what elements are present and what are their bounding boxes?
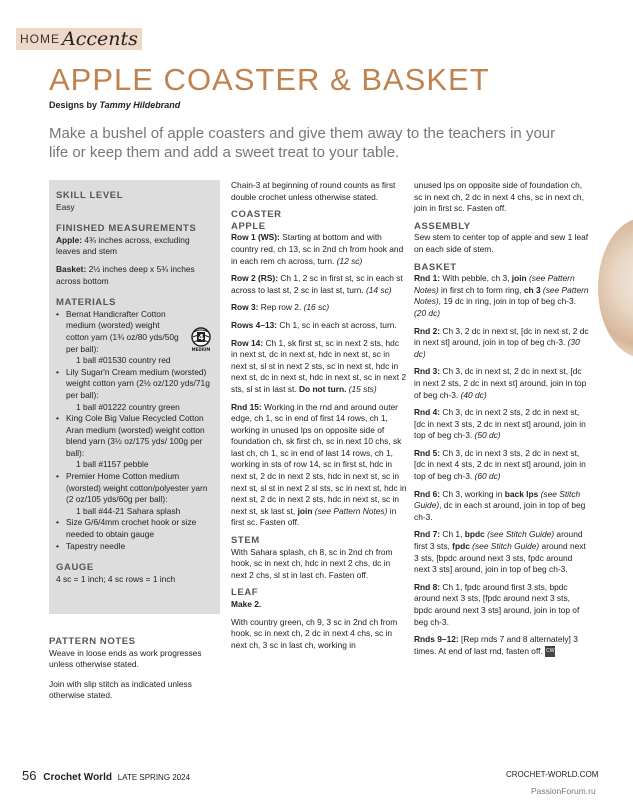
gauge-value: 4 sc = 1 inch; 4 sc rows = 1 inch [56,573,176,584]
page-title: APPLE COASTER & BASKET [49,62,490,97]
end-mark-icon: CW [545,646,555,658]
footer-left [22,768,190,783]
skill-value: Easy [56,201,75,212]
rnds-9-12: Rnds 9–12: [Rep rnds 7 and 8 alternately] 3 times. At end of last rnd, fasten off. CW [414,634,578,656]
leaf-continued: unused lps on opposite side of foundation ch, sc in next ch, 2 dc in next 4 chs, sc in next ch, join in first sc. Fasten off. [414,180,584,214]
make-2: Make 2. [231,599,262,609]
pattern-notes-heading: PATTERN NOTES [49,636,136,647]
sidebar-content [56,190,216,585]
rnd-8: Rnd 8: Ch 1, fpdc around first 3 sts, bpdc around next 3 sts, [fpdc around next 3 sts, bpdc around next 3 sts] around, join in top of beg ch-3. [414,581,580,627]
rnd-2: Rnd 2: Ch 3, 2 dc in next st, [dc in next st, 2 dc in next st] around, join in top of beg ch-3. (30 dc) [414,325,589,359]
row-3: Row 3: Rep row 2. (16 sc) [231,302,330,313]
material-item: • Lily Sugar'n Cream medium (worsted) weight cotton yarn (2½ oz/120 yds/71g per ball): 1 ball #01222 country green [56,367,216,413]
materials-heading: MATERIALS [56,297,117,309]
intro-text: Make a bushel of apple coasters and give them away to the teachers in your life or keep them and add a sweet treat to your table. [49,125,556,161]
skill-heading: SKILL LEVEL [56,190,124,201]
assembly-text: Sew stem to center top of apple and sew 1 leaf on each side of stem. [414,232,589,254]
apple-measure: Apple: 4¾ inches across, excluding leaves and stem [56,234,190,257]
apple-heading: APPLE [231,220,266,232]
yarn-weight-label: MEDIUM [191,347,211,352]
section-accents: Accents [62,28,138,50]
material-item: • Bernat Handicrafter Cotton medium (worsted) weight cotton yarn (1¾ oz/80 yds/50g per ball): 1 ball #01530 country red [56,309,181,367]
row-14: Row 14: Ch 1, sk first st, sc in next 2 sts, hdc in next st, dc in next st, hdc in next st, sc in next st, sl st in next 2 sts, sc in next st, hdc in next st, dc in next st, hdc in next st, sc in next 2 sts, sl st in last st. Do not turn. (15 sts) [231,337,407,394]
basket-heading: BASKET [414,261,457,273]
leaf-text: With country green, ch 9, 3 sc in 2nd ch from hook, sc in next ch, 2 dc in next 4 chs, sc in next ch, 3 sc in last ch, working in [231,616,398,650]
stem-text: With Sahara splash, ch 8, sc in 2nd ch from hook, sc in next ch, hdc in next 2 chs, dc in next 2 chs, sl st in last ch. Fasten off. [231,546,393,580]
apple-coaster-photo [598,218,633,358]
gauge-heading: GAUGE [56,562,94,574]
yarn-weight-icon [188,326,214,352]
rnd-4: Rnd 4: Ch 3, dc in next 2 sts, 2 dc in next st, [dc in next 3 sts, 2 dc in next st] around, join in top of beg ch-3. (50 dc) [414,407,586,441]
magazine-name: Crochet World [43,772,112,783]
rnd-7: Rnd 7: Ch 1, bpdc (see Stitch Guide) around first 3 sts, fpdc (see Stitch Guide) around next 3 sts, [bpdc around next 3 sts, fpdc around next 3 sts] around, join in top of beg ch-3. [414,529,586,575]
assembly-heading: ASSEMBLY [414,220,471,232]
footer-url[interactable]: CROCHET-WORLD.COM [506,770,599,779]
yarn-weight-number: 4 [198,333,204,342]
column-2 [231,180,407,657]
pattern-note: Join with slip stitch as indicated unless otherwise stated. [49,678,192,701]
rnd-1: Rnd 1: With pebble, ch 3, join (see Pattern Notes) in first ch to form ring, ch 3 (see Pattern Notes), 19 dc in ring, join in top of beg ch-3. (20 dc) [414,273,589,318]
ch3-note: Chain-3 at beginning of round counts as first double crochet unless otherwise stated. [231,180,396,202]
rnd-3: Rnd 3: Ch 3, dc in next st, 2 dc in next st, [dc in next 2 sts, 2 dc in next st] around, join in top of beg ch-3. (40 dc) [414,366,587,400]
material-item: • Size G/6/4mm crochet hook or size needed to obtain gauge [56,517,216,540]
watermark: PassionForum.ru [531,786,596,796]
leaf-heading: LEAF [231,587,259,599]
stem-heading: STEM [231,535,260,547]
material-item: • King Cole Big Value Recycled Cotton Aran medium (worsted) weight cotton blend yarn (3½ oz/175 yds/ 100g per ball): 1 ball #1157 pebble [56,413,216,471]
material-item: • Premier Home Cotton medium (worsted) weight cotton/polyester yarn (2 oz/105 yds/60g per ball): 1 ball #44-21 Sahara splash [56,471,216,517]
rnd-6: Rnd 6: Ch 3, working in back lps (see Stitch Guide), dc in each st around, join in top of beg ch-3. [414,488,586,522]
row-1: Row 1 (WS): Starting at bottom and with country red, ch 13, sc in 2nd ch from hook and in each rem ch across, turn. (12 sc) [231,232,404,266]
issue-name: LATE SPRING 2024 [117,773,191,782]
coaster-heading: COASTER [231,209,282,221]
pattern-notes [49,636,219,708]
pattern-note: Weave in loose ends as work progresses unless otherwise stated. [49,647,202,670]
designer-credit: Designs by Tammy Hildebrand [49,100,181,110]
basket-measure: Basket: 2½ inches deep x 5¾ inches across bottom [56,263,195,286]
row-2: Row 2 (RS): Ch 1, 2 sc in first st, sc in each st across to last st, 2 sc in last st, turn. (14 sc) [231,273,403,295]
rnd-15: Rnd 15: Working in the rnd and around outer edge, ch 1, sc in end of first 14 rows, ch 1, working in unused lps on opposite side of foundation ch, sk first ch, sc in next 10 chs, sk last ch, ch 1, sc in end of last 14 rows, ch 1, working in sts of row 14, sc in first st, hdc in next st, 2 dc in next 2 sts, hdc in next st, sc in next st, sl st in next 2 sl sts, sc in next st, hdc in next st, 2 dc in next 2 sts, hdc in next st, sc in next st, sk last st, join (see Pattern Notes) in first sc. Fasten off. [231,401,407,528]
rnd-5: Rnd 5: Ch 3, dc in next 3 sts, 2 dc in next st, [dc in next 4 sts, 2 dc in next st] around, join in top of beg ch-3. (60 dc) [414,447,586,482]
finished-heading: FINISHED MEASUREMENTS [56,223,197,235]
section-home: HOME [20,32,60,46]
material-item: • Tapestry needle [56,541,216,553]
rows-4-13: Rows 4–13: Ch 1, sc in each st across, turn. [231,319,397,330]
section-tag [16,28,142,50]
page-number: 56 [22,768,37,783]
column-3 [414,180,590,663]
